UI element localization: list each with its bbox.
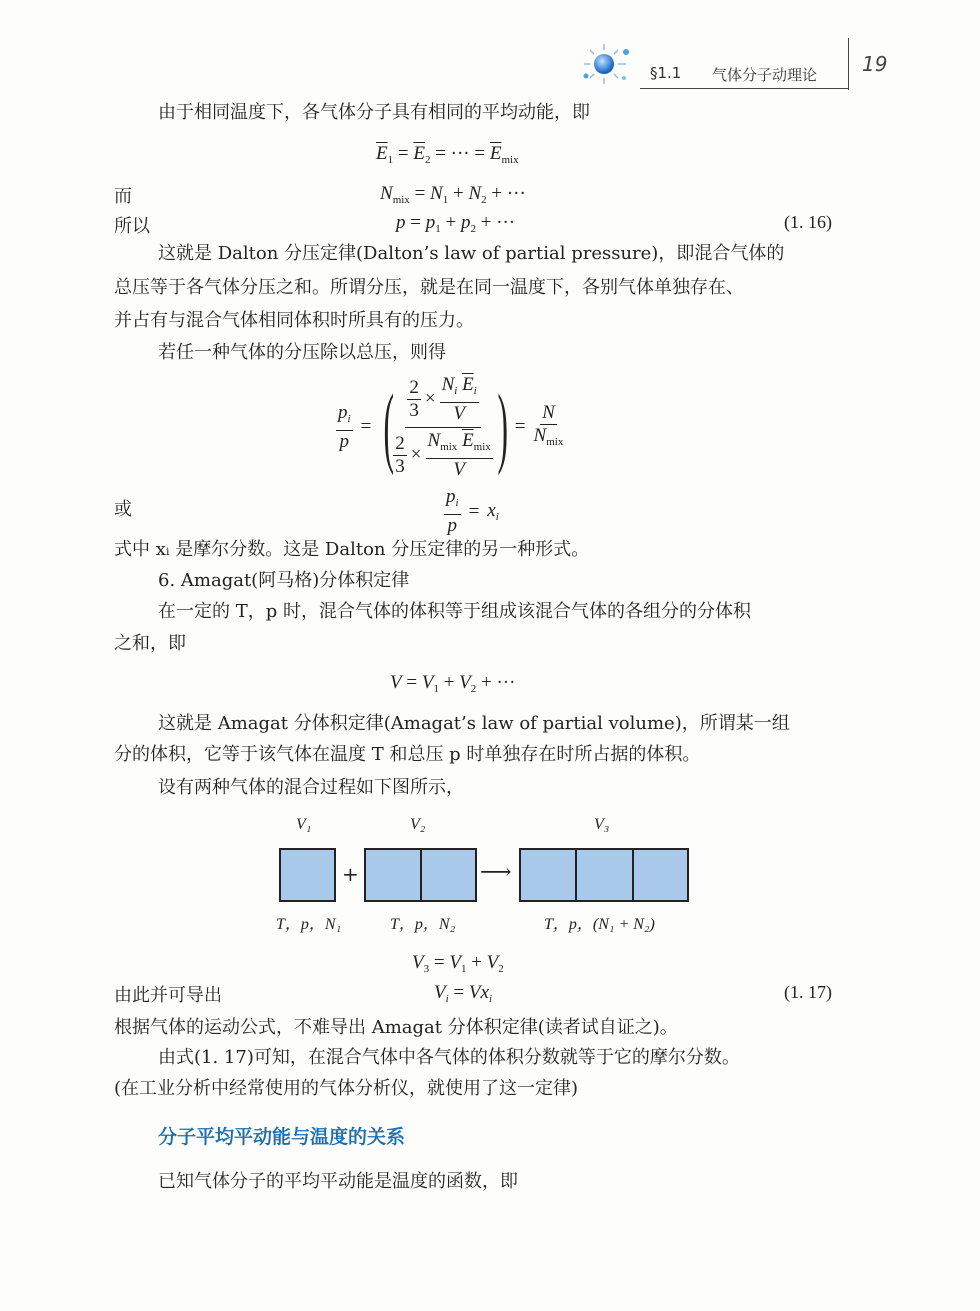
plus-sign: + [342, 862, 359, 886]
equation-number-1-17: (1. 17) [784, 982, 832, 1002]
ratio-pi-p: $\frac{p_i}{p}$ [338, 401, 351, 452]
paragraph-prove: 根据气体的运动公式，不难导出 Amagat 分体积定律(读者试自证之)。 [114, 1017, 678, 1038]
equation-v3: $V_3 = V_1 + V_2$ [412, 952, 504, 975]
paragraph-mixing: 设有两种气体的混合过程如下图所示， [158, 777, 464, 798]
label-v2: V₂ [410, 816, 426, 833]
equation-v: $V = V_1 + V_2$ + ··· [390, 672, 516, 695]
dalton-line-1: 这就是 Dalton 分压定律(Dalton’s law of partial pressure)，即混合气体的 [158, 243, 785, 264]
label-v1: V₁ [296, 816, 312, 833]
equation-mole-fraction: $\frac{p_i}{p}$ = $x_i$ [446, 486, 499, 536]
label-suoyi: 所以 [114, 216, 150, 237]
header-title: 气体分子动理论 [712, 66, 818, 84]
conditions-gas-1: T，p，N₁ [276, 916, 342, 933]
equation-partial-ratio: $\frac{p_i}{p}$ = ( $\frac{2}{3}$ × $\frac{N_i \overline{E}_i}{V}$ $\frac{2}{3}$ × $\frac{N_{mix} \overline{E}_{mix}}{V}$ ) = $\frac{N}{N_{mix}}$ [338, 373, 564, 480]
equation-n: $N_{mix} = N_1 + N_2$ + ··· [380, 183, 526, 206]
equation-p: $p = p_1 + p_2$ + ··· [396, 212, 516, 235]
amagat-line-1: 在一定的 T，p 时，混合气体的体积等于组成该混合气体的各组分的分体积 [158, 601, 751, 622]
container-v2 [364, 848, 477, 902]
paragraph-mole-fraction: 式中 xᵢ 是摩尔分数。这是 Dalton 分压定律的另一种形式。 [114, 539, 590, 560]
dalton-line-3: 并占有与混合气体相同体积时所具有的压力。 [114, 310, 474, 331]
equation-number-1-16: (1. 16) [784, 212, 832, 232]
arrow-icon: ⟶ [480, 860, 512, 885]
amagat-line-2: 之和，即 [114, 633, 186, 654]
header-divider [848, 38, 849, 90]
paragraph-ratio: 若任一种气体的分压除以总压，则得 [158, 342, 446, 363]
conditions-gas-2: T，p，N₂ [390, 916, 456, 933]
paragraph-final: 已知气体分子的平均平动能是温度的函数，即 [158, 1171, 518, 1192]
header-section [650, 64, 681, 82]
page-number: 19 [862, 52, 888, 76]
container-v3 [519, 848, 689, 902]
last-line-2: (在工业分析中经常使用的气体分析仪，就使用了这一定律) [114, 1078, 579, 1099]
header-logo [578, 40, 634, 88]
label-derive: 由此并可导出 [114, 985, 222, 1006]
section-number: §1.1 [650, 64, 682, 82]
paragraph-energy-intro: 由于相同温度下，各气体分子具有相同的平均动能，即 [158, 102, 590, 123]
amagat-law-line-2: 分的体积，它等于该气体在温度 T 和总压 p 时单独存在时所占据的体积。 [114, 744, 701, 765]
conditions-mixture: T，p，(N₁ + N₂) [544, 916, 655, 933]
label-er: 而 [114, 186, 132, 207]
section-heading: 分子平均平动能与温度的关系 [158, 1126, 406, 1148]
equation-energy: $\overline{E}_1 = \overline{E}_2$ = ··· = $\overline{E}_{mix}$ [376, 143, 519, 166]
header-rule [640, 88, 848, 89]
label-huo: 或 [114, 499, 132, 520]
amagat-law-line-1: 这就是 Amagat 分体积定律(Amagat’s law of partial volume)，所谓某一组 [158, 713, 790, 734]
compound-fraction: $\frac{2}{3}$ × $\frac{N_i \overline{E}_i}{V}$ $\frac{2}{3}$ × $\frac{N_{mix} \overline{E}_{mix}}{V}$ [395, 373, 491, 480]
item-6-heading: 6. Amagat(阿马格)分体积定律 [158, 570, 410, 591]
dalton-line-2: 总压等于各气体分压之和。所谓分压，就是在同一温度下，各别气体单独存在、 [114, 277, 744, 298]
equation-vi: $V_i = Vx_i$ [434, 982, 492, 1005]
label-v3: V₃ [594, 816, 610, 833]
container-v1 [279, 848, 336, 902]
last-line-1: 由式(1. 17)可知，在混合气体中各气体的体积分数就等于它的摩尔分数。 [158, 1047, 740, 1068]
ratio-n-nmix: $\frac{N}{N_{mix}}$ [533, 401, 564, 448]
